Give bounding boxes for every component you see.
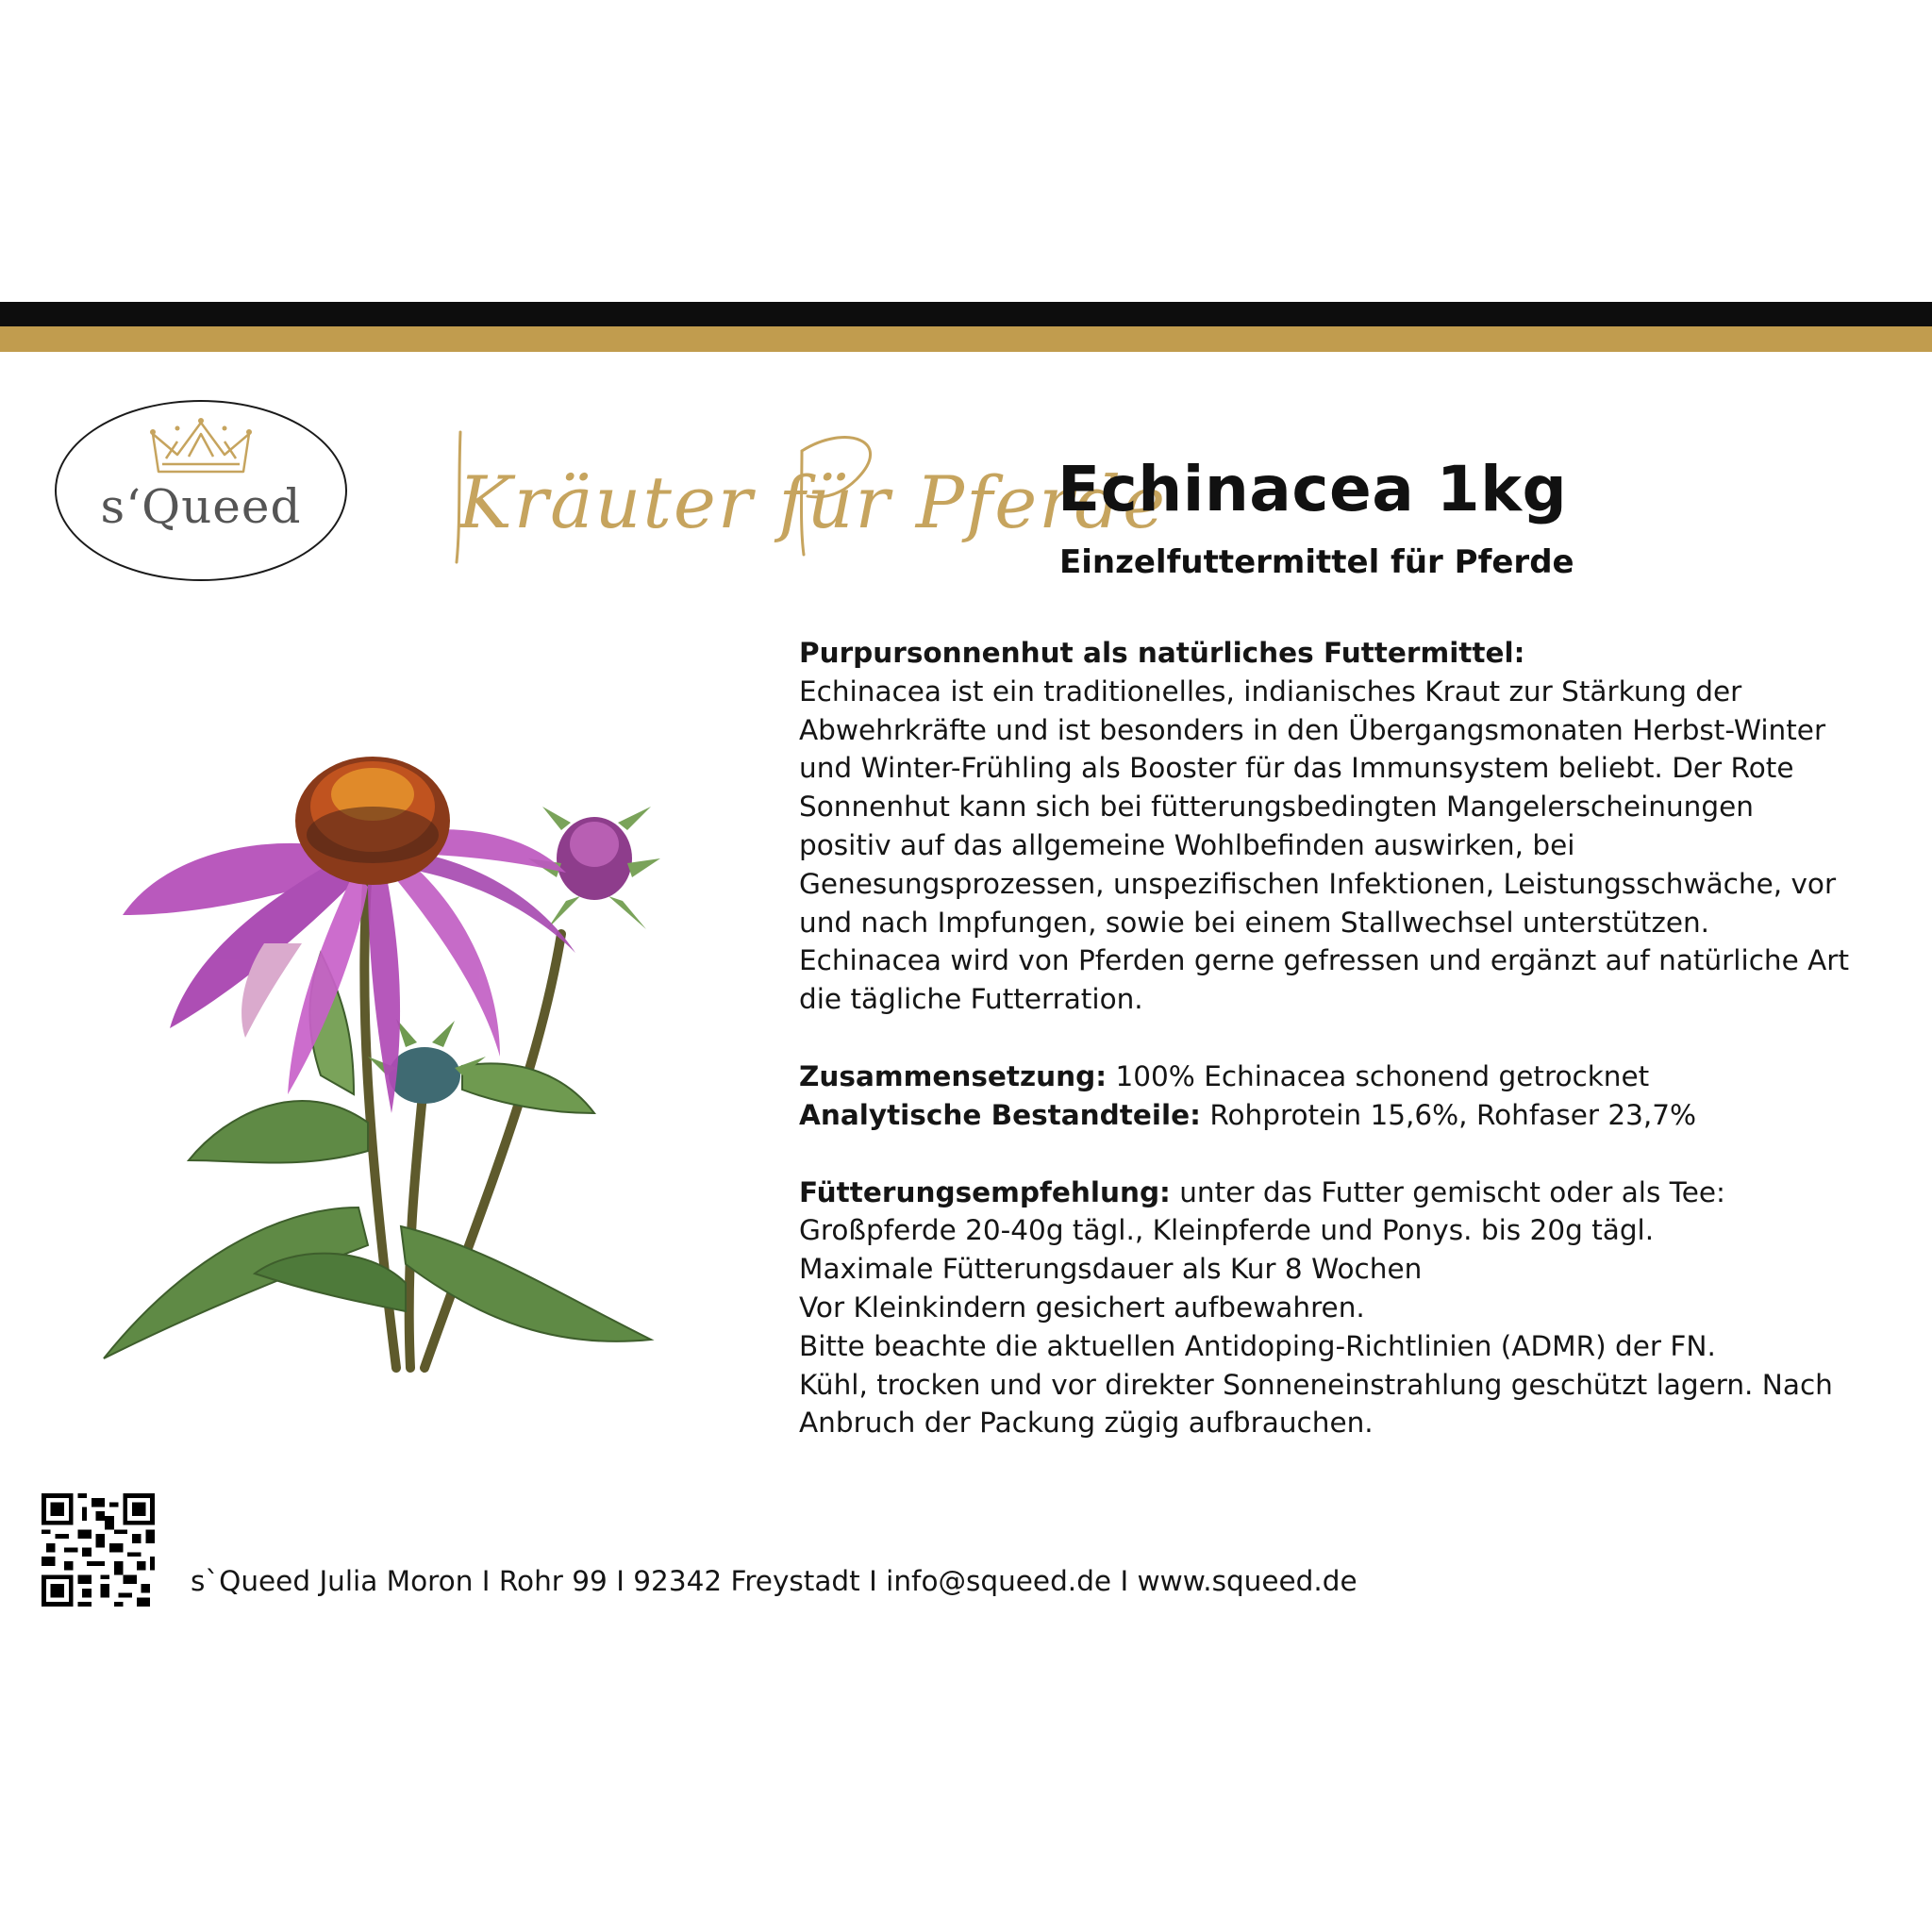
product-subtitle: Einzelfuttermittel für Pferde [1059,543,1574,581]
description-line: Sonnenhut kann sich bei fütterungsbedingten Mangelerscheinungen [799,791,1754,824]
crown-icon [149,415,253,481]
feeding-line: Kühl, trocken und vor direkter Sonneneinstrahlung geschützt lagern. Nach [799,1368,1833,1401]
description-line: und nach Impfungen, sowie bei einem Stallwechsel unterstützen. [799,906,1710,939]
footer-contact: s`Queed Julia Moron I Rohr 99 I 92342 Freystadt I info@squeed.de I www.squeed.de [191,1565,1357,1597]
feeding-row [799,1174,1874,1212]
brand-tagline [451,423,1168,574]
analysis-label: Analytische Bestandteile: [799,1098,1201,1131]
description-heading: Purpursonnenhut als natürliches Futtermittel: [799,637,1525,669]
qr-code-icon[interactable] [42,1493,155,1607]
composition-row [799,1058,1874,1096]
feeding-label: Fütterungsempfehlung: [799,1175,1171,1208]
top-band-gold [0,326,1932,352]
top-band-black [0,302,1932,326]
description-line: und Winter-Frühling als Booster für das Immunsystem beliebt. Der Rote [799,752,1794,785]
analysis-row [799,1096,1874,1135]
product-description [799,634,1874,1442]
description-line: Genesungsprozessen, unspezifischen Infektionen, Leistungsschwäche, vor [799,867,1837,900]
analysis-value: Rohprotein 15,6%, Rohfaser 23,7% [1200,1098,1697,1131]
logo-wordmark: s‘Queed [100,479,302,534]
description-line: positiv auf das allgemeine Wohlbefinden auswirken, bei [799,828,1575,861]
composition-value: 100% Echinacea schonend getrocknet [1107,1059,1650,1092]
description-line: die tägliche Futterration. [799,983,1143,1016]
feeding-value: unter das Futter gemischt oder als Tee: [1170,1175,1725,1208]
brand-logo [55,400,347,581]
product-title: Echinacea 1kg [1058,453,1568,525]
feeding-line: Bitte beachte die aktuellen Antidoping-Richtlinien (ADMR) der FN. [799,1329,1716,1362]
composition-label: Zusammensetzung: [799,1059,1108,1092]
description-line: Abwehrkräfte und ist besonders in den Übergangsmonaten Herbst-Winter [799,713,1826,746]
description-line: Echinacea ist ein traditionelles, indianisches Kraut zur Stärkung der [799,675,1742,708]
tagline-text: Kräuter für Pferde [458,460,1168,544]
feeding-line: Anbruch der Packung zügig aufbrauchen. [799,1407,1374,1440]
feeding-line: Großpferde 20-40g tägl., Kleinpferde und Ponys. bis 20g tägl. [799,1214,1655,1247]
feeding-line: Vor Kleinkindern gesichert aufbewahren. [799,1291,1365,1324]
description-line: Echinacea wird von Pferden gerne gefressen und ergänzt auf natürliche Art [799,944,1850,977]
feeding-line: Maximale Fütterungsdauer als Kur 8 Wochen [799,1253,1423,1286]
echinacea-illustration [85,717,708,1377]
